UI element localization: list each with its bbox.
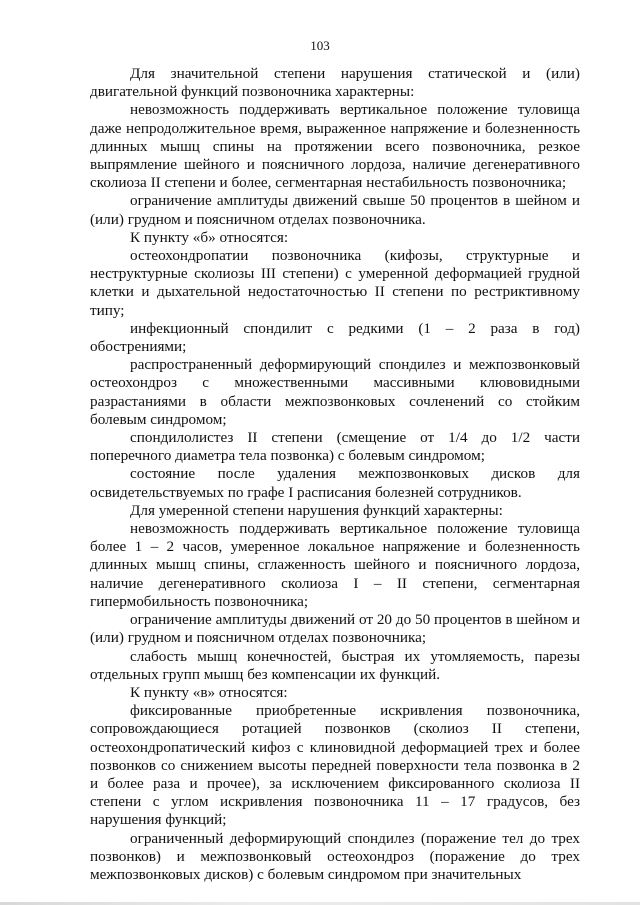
page-number: 103 — [310, 38, 330, 53]
document-body — [90, 65, 580, 884]
paragraph-significant-intro: Для значительной степени нарушения статической и (или) двигательной функций позвоночника характерны: — [90, 65, 580, 101]
paragraph-item-b-osteochondropathy: остеохондропатии позвоночника (кифозы, структурные и неструктурные сколиозы III степени) с умеренной деформацией грудной клетки и дыхательной недостаточностью II степени по рестриктивному типу; — [90, 247, 580, 319]
paragraph-moderate-amplitude: ограничение амплитуды движений от 20 до 50 процентов в шейном и (или) грудном и поясничном отделах позвоночника; — [90, 611, 580, 647]
paragraph-significant-amplitude: ограничение амплитуды движений свыше 50 процентов в шейном и (или) грудном и поясничном отделах позвоночника. — [90, 192, 580, 228]
paragraph-item-b-disc-removal: состояние после удаления межпозвонковых дисков для освидетельствуемых по графе I расписания болезней сотрудников. — [90, 465, 580, 501]
paragraph-moderate-weakness: слабость мышц конечностей, быстрая их утомляемость, парезы отдельных групп мышц без компенсации их функций. — [90, 647, 580, 683]
paragraph-significant-posture: невозможность поддерживать вертикальное положение туловища даже непродолжительное время, выраженное напряжение и болезненность длинных мышц спины на протяжении всего позвоночника, резкое выпрямление шейного и поясничного лордоза, наличие дегенеративного сколиоза II степени и более, сегментарная нестабильность позвоночника; — [90, 101, 580, 192]
paragraph-item-v-heading: К пункту «в» относятся: — [130, 683, 288, 701]
paragraph-item-v-limited-spondylosis: ограниченный деформирующий спондилез (поражение тел до трех позвонков) и межпозвонковый остеохондроз (поражение до трех межпозвонковых дисков) с болевым синдромом при значительных — [90, 829, 580, 883]
paragraph-moderate-intro: Для умеренной степени нарушения функций характерны: — [130, 501, 503, 519]
paragraph-item-b-spondylitis: инфекционный спондилит с редкими (1 – 2 раза в год) обострениями; — [90, 319, 580, 356]
paragraph-item-b-spondylolisthesis: спондилолистез II степени (смещение от 1/4 до 1/2 части поперечного диаметра тела позвонка) с болевым синдромом; — [90, 429, 580, 465]
paragraph-item-b-spondylosis: распространенный деформирующий спондилез и межпозвонковый остеохондроз с множественными массивными клювовидными разрастаниями в области межпозвонковых сочленений со стойким болевым синдромом; — [90, 356, 580, 428]
paragraph-item-v-curvature: фиксированные приобретенные искривления позвоночника, сопровождающиеся ротацией позвонков (сколиоз II степени, остеохондропатический кифоз с клиновидной деформацией трех и более позвонков со снижением высоты передней поверхности тела позвонка в 2 и более раза и прочее), за исключением фиксированного сколиоза II степени с углом искривления позвоночника 11 – 17 градусов, без нарушения функций; — [90, 702, 580, 829]
paragraph-moderate-posture: невозможность поддерживать вертикальное положение туловища более 1 – 2 часов, умеренное локальное напряжение и болезненность длинных мышц спины, сглаженность шейного и поясничного лордоза, наличие дегенеративного сколиоза I – II степени, сегментарная гипермобильность позвоночника; — [90, 520, 580, 610]
paragraph-item-b-heading: К пункту «б» относятся: — [130, 228, 289, 246]
